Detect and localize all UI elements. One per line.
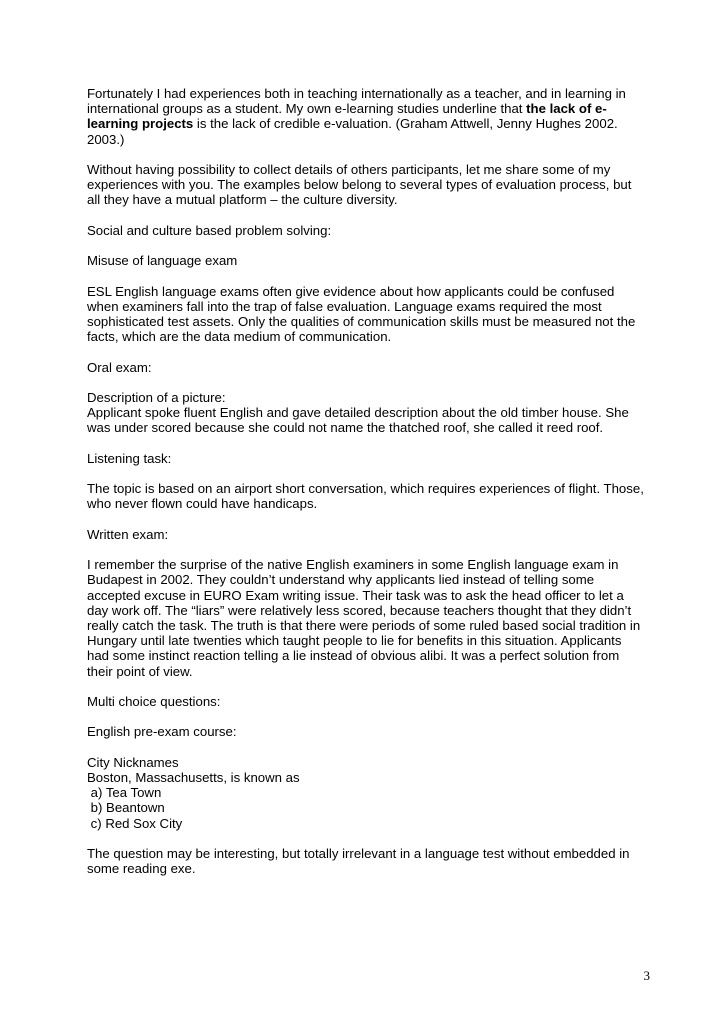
document-body (87, 86, 647, 892)
section-heading-listening: Listening task: (87, 450, 172, 466)
quiz-option-c: c) Red Sox City (87, 815, 183, 831)
section-heading-written: Written exam: (87, 526, 169, 542)
quiz-option-b: b) Beantown (87, 800, 165, 816)
closing-paragraph: The question may be interesting, but totally irrelevant in a language test without embedded in some reading exe. (87, 845, 630, 877)
page-number: 3 (643, 968, 650, 983)
quiz-option-a: a) Tea Town (87, 785, 162, 801)
written-paragraph: I remember the surprise of the native English examiners in some English language exam in Budapest in 2002. They couldn’t understand why applicants lied instead of telling some accepted excuse in EURO Exam writing issue. Their task was to ask the head officer to let a day work off. The “liars” were relatively less scored, because teachers thought that they didn’t really catch the task. The truth is that there were periods of some ruled based social tradition in Hungary until late twenties which taught people to lie for benefits in this situation. Applicants had some instinct reaction telling a lie instead of obvious alibi. It was a perfect solution from their point of view. (87, 557, 641, 679)
intro-paragraph: Fortunately I had experiences both in teaching internationally as a teacher, and in learning in international groups as a student. My own e-learning studies underline that the lack of e-learning projects is the lack of credible e-valuation. (Graham Attwell, Jenny Hughes 2002. 2003.) (87, 86, 626, 147)
section-heading-misuse: Misuse of language exam (87, 253, 238, 269)
section-heading-multi-choice: Multi choice questions: (87, 693, 221, 709)
picture-label: Description of a picture: (87, 389, 226, 405)
esl-paragraph: ESL English language exams often give evidence about how applicants could be confused when examiners fall into the trap of false evaluation. Language exams required the most sophisticated test assets. Only the qualities of communication skills must be measured not the facts, which are the data medium of communication. (87, 283, 636, 345)
quiz-question: Boston, Massachusetts, is known as (87, 769, 300, 785)
section-heading-preexam: English pre-exam course: (87, 724, 237, 740)
quiz-title: City Nicknames (87, 754, 179, 770)
experiences-paragraph: Without having possibility to collect details of others participants, let me share some of my experiences with you. The examples below belong to several types of evaluation process, but all they have a mutual platform – the culture diversity. (87, 162, 632, 208)
listening-paragraph: The topic is based on an airport short conversation, which requires experiences of flight. Those, who never flown could have handicaps. (87, 481, 644, 512)
picture-paragraph: Applicant spoke fluent English and gave detailed description about the old timber house. She was under scored because she could not name the thatched roof, she called it reed roof. (87, 405, 629, 436)
bold-phrase: the lack of e-learning projects (87, 101, 607, 132)
section-heading-oral: Oral exam: (87, 359, 152, 375)
section-heading-social: Social and culture based problem solving: (87, 222, 332, 238)
